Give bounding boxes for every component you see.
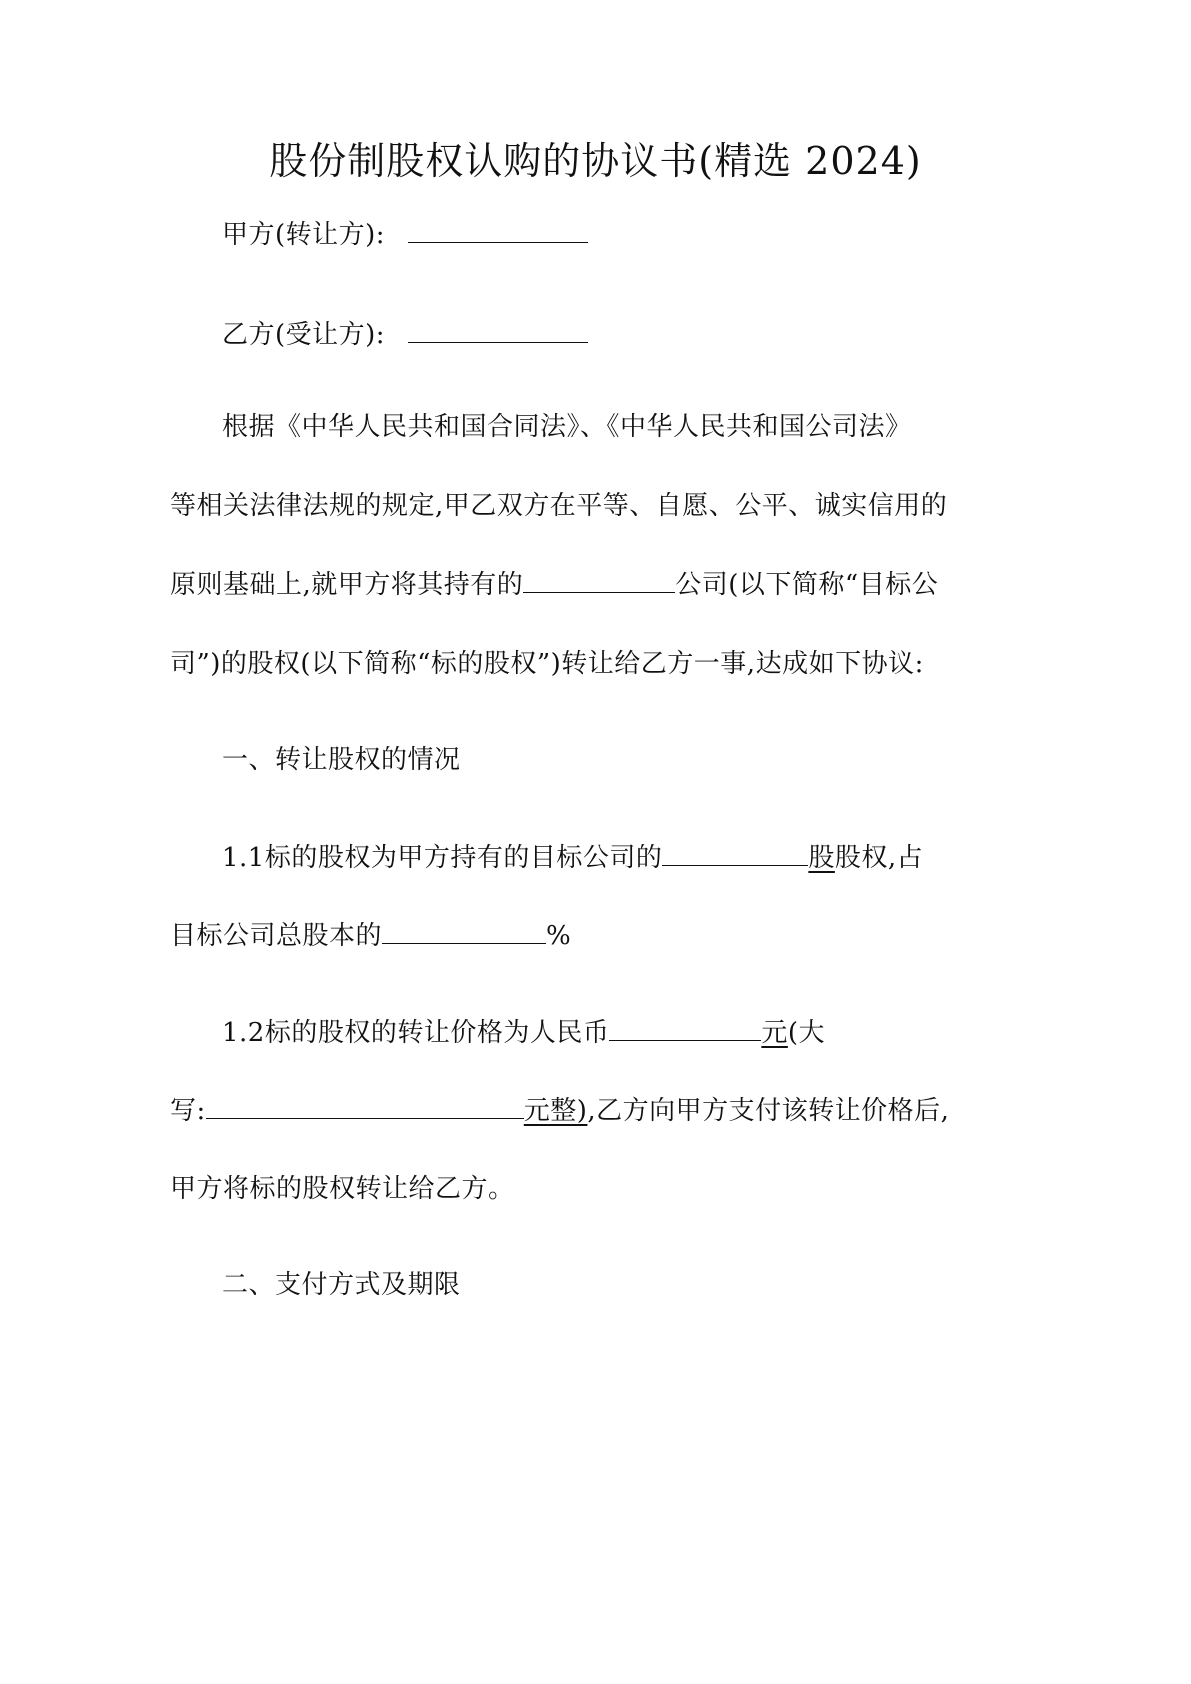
clause-1-2-text: 1.2标的股权的转让价格为人民币 (222, 1018, 610, 1048)
share-percent-blank[interactable] (382, 919, 546, 944)
preamble-line-3-rest: 公司(以下简称“目标公 (675, 570, 939, 600)
clause-1-2-line-2-rest: ,乙方向甲方支付该转让价格后, (587, 1096, 950, 1126)
clause-1-2-line-1 (222, 1016, 825, 1050)
price-amount-blank[interactable] (609, 1016, 761, 1041)
party-a-label: 甲方(转让方): (222, 220, 386, 250)
clause-1-2-rest: (大 (787, 1018, 826, 1048)
capital-amount-label: 写: (170, 1096, 206, 1126)
capital-amount-blank[interactable] (206, 1094, 524, 1119)
percent-sign: % (546, 921, 572, 951)
clause-1-1-line-2-text: 目标公司总股本的 (170, 921, 383, 951)
party-b-line (222, 318, 588, 352)
price-unit: 元 (761, 1018, 788, 1048)
share-count-blank[interactable] (662, 841, 808, 866)
party-a-line (222, 218, 588, 252)
section-1-heading: 一、转让股权的情况 (222, 745, 461, 775)
party-b-label: 乙方(受让方): (222, 320, 386, 350)
clause-1-1-rest: 股权,占 (834, 843, 924, 873)
target-company-blank[interactable] (523, 568, 675, 593)
preamble-line-3-text: 原则基础上,就甲方将其持有的 (170, 570, 524, 600)
section-2-heading: 二、支付方式及期限 (222, 1270, 461, 1300)
share-unit: 股 (808, 843, 835, 873)
clause-1-1-line-1 (222, 841, 923, 875)
preamble-line-2: 等相关法律法规的规定,甲乙双方在平等、自愿、公平、诚实信用的 (170, 491, 948, 521)
clause-1-2-line-2 (170, 1094, 949, 1128)
capital-amount-unit: 元整) (523, 1096, 588, 1126)
preamble-line-3 (170, 568, 938, 602)
clause-1-1-text: 1.1标的股权为甲方持有的目标公司的 (222, 843, 663, 873)
clause-1-2-line-3: 甲方将标的股权转让给乙方。 (170, 1174, 515, 1204)
party-a-blank[interactable] (408, 218, 588, 243)
party-b-blank[interactable] (408, 318, 588, 343)
document-title: 股份制股权认购的协议书(精选 2024) (269, 139, 922, 183)
preamble-line-1: 根据《中华人民共和国合同法》、《中华人民共和国公司法》 (222, 412, 912, 442)
preamble-line-4: 司”)的股权(以下简称“标的股权”)转让给乙方一事,达成如下协议: (170, 649, 924, 679)
clause-1-1-line-2 (170, 919, 571, 953)
